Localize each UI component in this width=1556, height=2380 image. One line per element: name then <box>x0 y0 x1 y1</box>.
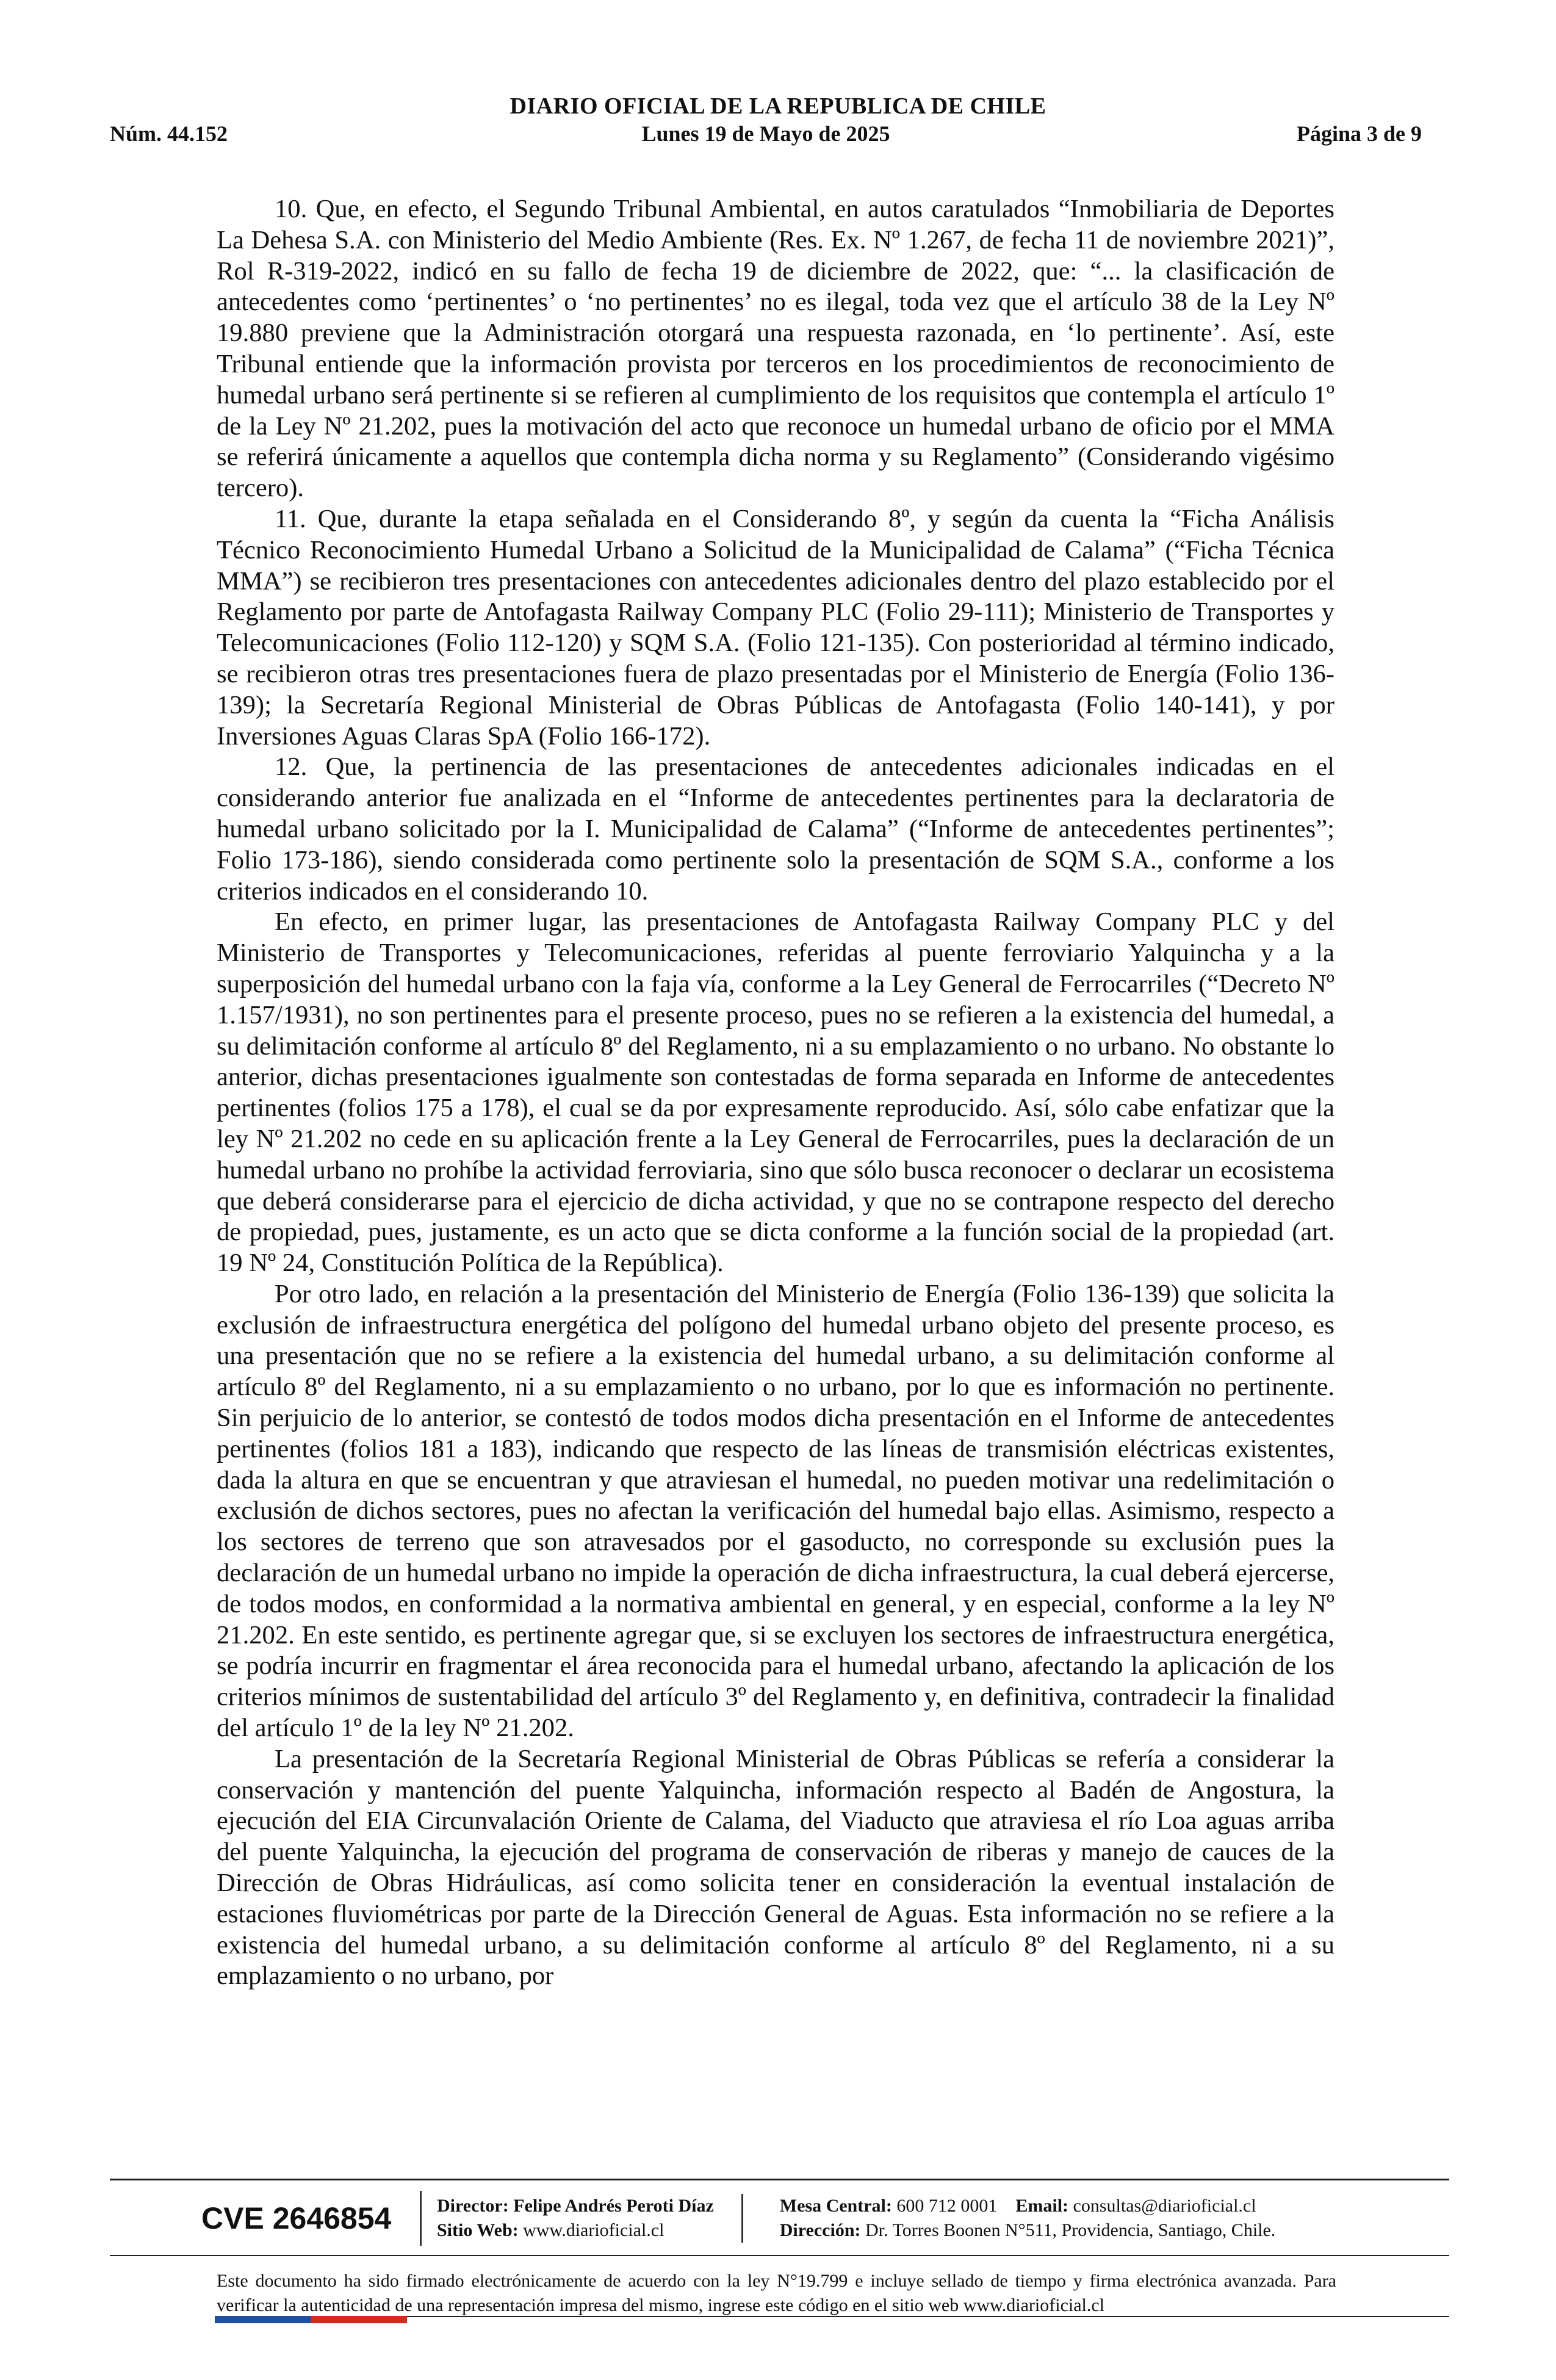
footer-middle-rule <box>110 2255 1449 2256</box>
footer-contact-column <box>741 2194 1276 2243</box>
director-label: Director: <box>437 2196 509 2216</box>
page-header <box>110 121 1422 146</box>
director-name: Felipe Andrés Peroti Díaz <box>513 2196 714 2216</box>
email-label: Email: <box>1015 2196 1069 2216</box>
signature-note: Este documento ha sido firmado electrónicamente de acuerdo con la ley N°19.799 e incluye sellado de tiempo y firma electrónica avanzada. Para verificar la autenticidad de una representación impresa del mismo, ingrese este código en el sitio web www.diarioficial.cl <box>217 2271 1336 2315</box>
address-label: Dirección: <box>779 2220 861 2240</box>
footer-top-rule <box>110 2179 1449 2180</box>
email-link[interactable]: consultas@diarioficial.cl <box>1073 2196 1256 2216</box>
footer-bottom-rule <box>407 2316 1449 2317</box>
address-value: Dr. Torres Boonen N°511, Providencia, Santiago, Chile. <box>865 2220 1276 2240</box>
footer-director-column <box>422 2194 714 2243</box>
newspaper-title: DIARIO OFICIAL DE LA REPUBLICA DE CHILE <box>510 93 1046 119</box>
paragraph-12-continued-a: En efecto, en primer lugar, las presentaciones de Antofagasta Railway Company PLC y del Ministerio de Transportes y Telecomunicaciones, referidas al puente ferroviario Yalquincha y a la superposición del humedal urbano con la faja vía, conforme a la Ley General de Ferrocarriles (“Decreto Nº 1.157/1931), no son pertinentes para el presente proceso, pues no se refieren a la existencia del humedal, a su delimitación conforme al artículo 8º del Reglamento, ni a su emplazamiento o no urbano. No obstante lo anterior, dichas presentaciones igualmente son contestadas de forma separada en Informe de antecedentes pertinentes (folios 175 a 178), el cual se da por expresamente reproducido. Así, sólo cabe enfatizar que la ley Nº 21.202 no cede en su aplicación frente a la Ley General de Ferrocarriles, pues la declaración de un humedal urbano no prohíbe la actividad ferroviaria, sino que sólo busca reconocer o declarar un ecosistema que deberá considerarse para el ejercicio de dicha actividad, y que no se contrapone respecto del derecho de propiedad, pues, justamente, es un acto que se dicta conforme a la función social de la propiedad (art. 19 Nº 24, Constitución Política de la República). <box>217 907 1334 1278</box>
mesa-phone: 600 712 0001 <box>896 2196 998 2216</box>
issue-number: Núm. 44.152 <box>110 121 228 146</box>
issue-date: Lunes 19 de Mayo de 2025 <box>641 121 890 146</box>
chile-flag-stripe <box>215 2316 407 2323</box>
cve-code: CVE 2646854 <box>201 2191 422 2246</box>
footer-info <box>201 2185 1422 2252</box>
flag-red-segment <box>311 2316 408 2323</box>
paragraph-12-continued-b: Por otro lado, en relación a la presentación del Ministerio de Energía (Folio 136-139) que solicita la exclusión de infraestructura energética del polígono del humedal urbano objeto del presente proceso, es una presentación que no se refiere a la existencia del humedal urbano, a su delimitación conforme al artículo 8º del Reglamento, ni a su emplazamiento o no urbano, por lo que es información no pertinente. Sin perjuicio de lo anterior, se contestó de todos modos dicha presentación en el Informe de antecedentes pertinentes (folios 181 a 183), indicando que respecto de las líneas de transmisión eléctricas existentes, dada la altura en que se encuentran y que atraviesan el humedal, no pueden motivar una redelimitación o exclusión de dichos sectores, pues no afectan la verificación del humedal bajo ellas. Asimismo, respecto a los sectores de terreno que son atravesados por el gasoducto, no corresponde su exclusión pues la declaración de un humedal urbano no impide la operación de dicha infraestructura, la cual deberá ejercerse, de todos modos, en conformidad a la normativa ambiental en general, y en especial, conforme a la ley Nº 21.202. En este sentido, es pertinente agregar que, si se excluyen los sectores de infraestructura energética, se podría incurrir en fragmentar el área reconocida para el humedal urbano, afectando la aplicación de los criterios mínimos de sustentabilidad del artículo 3º del Reglamento y, en definitiva, contradecir la finalidad del artículo 1º de la ley Nº 21.202. <box>217 1279 1334 1743</box>
document-body <box>217 194 1334 1992</box>
paragraph-12-continued-c: La presentación de la Secretaría Regional Ministerial de Obras Públicas se refería a considerar la conservación y mantención del puente Yalquincha, información respecto al Badén de Angostura, la ejecución del EIA Circunvalación Oriente de Calama, del Viaducto que atraviesa el río Loa aguas arriba del puente Yalquincha, la ejecución del programa de conservación de riberas y manejo de cauces de la Dirección de Obras Hidráulicas, así como solicita tener en consideración la eventual instalación de estaciones fluviométricas por parte de la Dirección General de Aguas. Esta información no se refiere a la existencia del humedal urbano, a su delimitación conforme al artículo 8º del Reglamento, ni a su emplazamiento o no urbano, por <box>217 1744 1334 1991</box>
paragraph-12: 12. Que, la pertinencia de las presentaciones de antecedentes adicionales indicadas en el considerando anterior fue analizada en el “Informe de antecedentes pertinentes para la declaratoria de humedal urbano solicitado por la I. Municipalidad de Calama” (“Informe de antecedentes pertinentes”; Folio 173-186), siendo considerada como pertinente solo la presentación de SQM S.A., conforme a los criterios indicados en el considerando 10. <box>217 752 1334 906</box>
mesa-label: Mesa Central: <box>779 2196 892 2216</box>
website-link[interactable]: www.diarioficial.cl <box>523 2220 665 2240</box>
flag-blue-segment <box>215 2316 311 2323</box>
paragraph-10: 10. Que, en efecto, el Segundo Tribunal Ambiental, en autos caratulados “Inmobiliaria de Deportes La Dehesa S.A. con Ministerio del Medio Ambiente (Res. Ex. Nº 1.267, de fecha 11 de noviembre 2021)”, Rol R-319-2022, indicó en su fallo de fecha 19 de diciembre de 2022, que: “... la clasificación de antecedentes como ‘pertinentes’ o ‘no pertinentes’ no es ilegal, toda vez que el artículo 38 de la Ley Nº 19.880 previene que la Administración otorgará una respuesta razonada, en ‘lo pertinente’. Así, este Tribunal entiende que la información provista por terceros en los procedimientos de reconocimiento de humedal urbano será pertinente si se refieren al cumplimiento de los requisitos que contempla el artículo 1º de la Ley Nº 21.202, pues la motivación del acto que reconoce un humedal urbano de oficio por el MMA se referirá únicamente a aquellos que contempla dicha norma y su Reglamento” (Considerando vigésimo tercero). <box>217 195 1334 503</box>
paragraph-11: 11. Que, durante la etapa señalada en el Considerando 8º, y según da cuenta la “Ficha Análisis Técnico Reconocimiento Humedal Urbano a Solicitud de la Municipalidad de Calama” (“Ficha Técnica MMA”) se recibieron tres presentaciones con antecedentes adicionales dentro del plazo establecido por el Reglamento por parte de Antofagasta Railway Company PLC (Folio 29-111); Ministerio de Transportes y Telecomunicaciones (Folio 112-120) y SQM S.A. (Folio 121-135). Con posterioridad al término indicado, se recibieron otras tres presentaciones fuera de plazo presentadas por el Ministerio de Energía (Folio 136-139); la Secretaría Regional Ministerial de Obras Públicas de Antofagasta (Folio 140-141), y por Inversiones Aguas Claras SpA (Folio 166-172). <box>217 504 1334 751</box>
page-indicator: Página 3 de 9 <box>1296 121 1422 146</box>
website-label: Sitio Web: <box>437 2220 519 2240</box>
